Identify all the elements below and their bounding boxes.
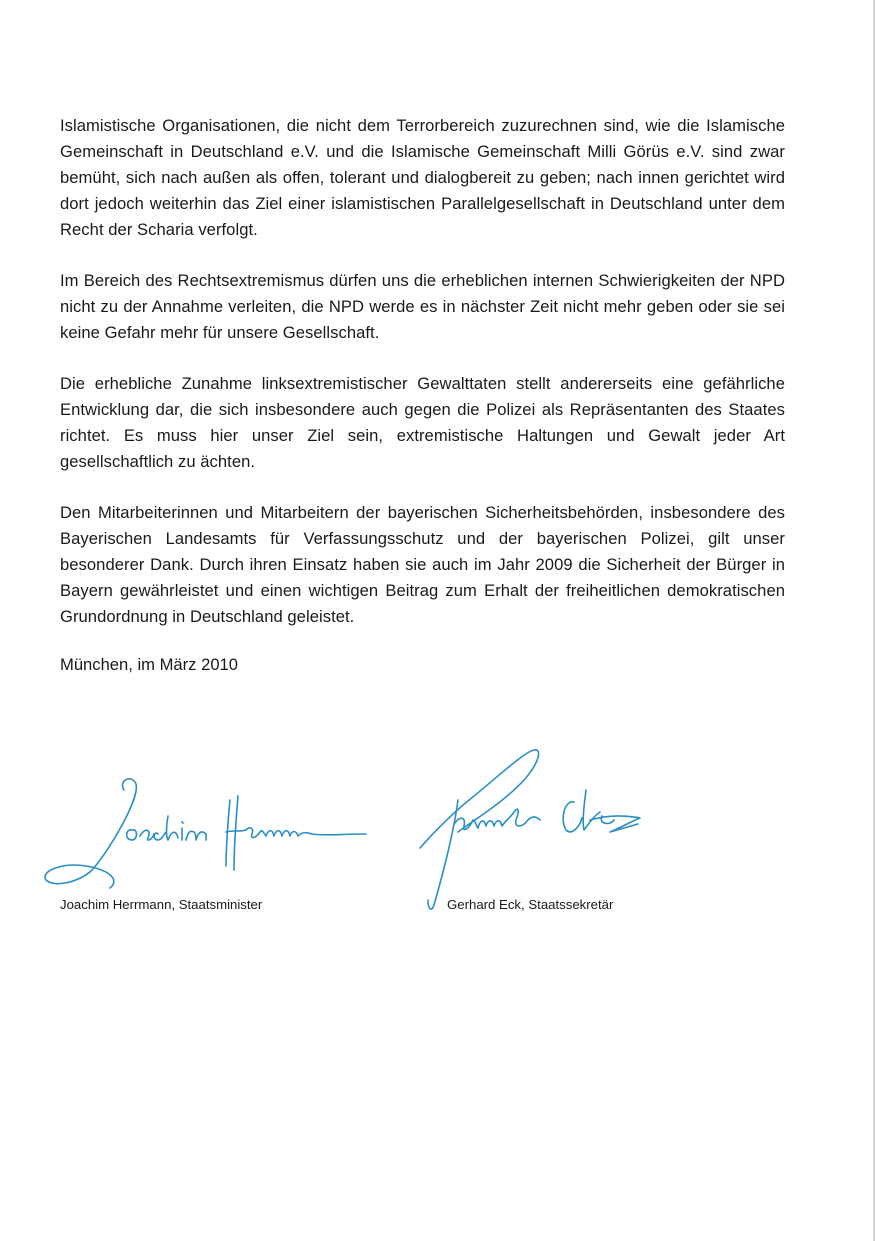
signature-caption-eck: Gerhard Eck, Staatssekretär — [447, 897, 614, 912]
signature-block — [0, 740, 875, 930]
paragraph-right-extremism: Im Bereich des Rechtsextremismus dürfen uns die erheblichen internen Schwierigkeiten der NPD nicht zu der Annahme verleiten, die NPD werde es in nächster Zeit nicht mehr geben oder sie sei keine Gefahr mehr für unsere Gesellschaft. — [60, 271, 785, 342]
paragraph-thanks: Den Mitarbeiterinnen und Mitarbeitern der bayerischen Sicherheitsbehörden, insbesondere des Bayerischen Landesamts für Verfassungsschutz und der bayerischen Polizei, gilt unser besonderer Dank. Durch ihren Einsatz haben sie auch im Jahr 2009 die Sicherheit der Bürger in Bayern gewährleistet und einen wichtigen Beitrag zum Erhalt der freiheitlichen demokratischen Grundordnung in Deutschland geleistet. — [60, 503, 785, 626]
signature-eck — [414, 740, 654, 915]
paragraph-islamism: Islamistische Organisationen, die nicht dem Terrorbereich zuzurechnen sind, wie die Islamische Gemeinschaft in Deutschland e.V. und die Islamische Gemeinschaft Milli Görüs e.V. sind zwar bemüht, sich nach außen als offen, tolerant und dialogbereit zu geben; nach innen gerichtet wird dort jedoch weiterhin das Ziel einer islamistischen Parallelgesellschaft in Deutschland unter dem Recht der Scharia verfolgt. — [60, 116, 785, 239]
paragraph-left-extremism: Die erhebliche Zunahme linksextremistischer Gewalttaten stellt andererseits eine gefährliche Entwicklung dar, die sich insbesondere auch gegen die Polizei als Repräsentanten des Staates richtet. Es muss hier unser Ziel sein, extremistische Haltungen und Gewalt jeder Art gesellschaftlich zu ächten. — [60, 374, 785, 471]
signature-herrmann — [40, 770, 380, 900]
signature-caption-herrmann: Joachim Herrmann, Staatsminister — [60, 897, 263, 912]
letter-body — [60, 113, 785, 678]
dateline: München, im März 2010 — [60, 655, 239, 674]
